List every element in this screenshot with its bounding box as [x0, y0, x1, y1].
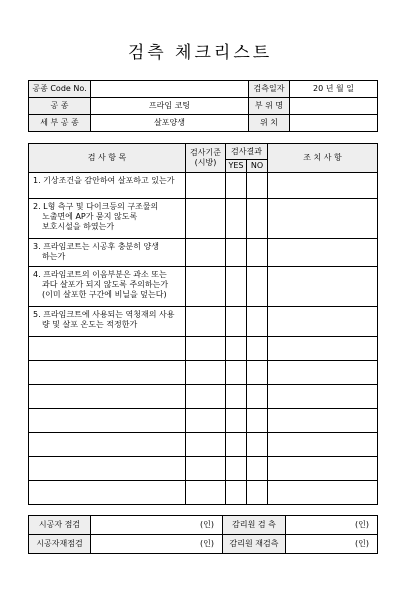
yes-cell[interactable]	[226, 433, 247, 457]
no-cell[interactable]	[247, 409, 268, 433]
contractor-recheck-seal[interactable]: (인)	[91, 535, 223, 554]
criteria-cell[interactable]	[186, 385, 226, 409]
yes-cell[interactable]	[226, 199, 247, 239]
action-cell[interactable]	[268, 337, 378, 361]
empty-row	[29, 457, 378, 481]
check-item-2: 2. L형 측구 및 다이크등의 구조물의 노출면에 AP가 묻지 않도록 보호시설을 하였는가	[29, 199, 186, 239]
yes-cell[interactable]	[226, 409, 247, 433]
checklist-table	[28, 143, 378, 505]
item-cell[interactable]	[29, 481, 186, 505]
empty-row	[29, 337, 378, 361]
yes-cell[interactable]	[226, 267, 247, 307]
criteria-cell[interactable]	[186, 239, 226, 267]
no-cell[interactable]	[247, 267, 268, 307]
criteria-cell[interactable]	[186, 409, 226, 433]
action-cell[interactable]	[268, 409, 378, 433]
no-cell[interactable]	[247, 239, 268, 267]
no-cell[interactable]	[247, 361, 268, 385]
action-cell[interactable]	[268, 173, 378, 199]
header-criteria-line2: (시방)	[194, 158, 217, 167]
empty-row	[29, 481, 378, 505]
yes-cell[interactable]	[226, 457, 247, 481]
header-action: 조 치 사 항	[268, 144, 378, 173]
item-cell[interactable]	[29, 433, 186, 457]
signature-table	[28, 515, 378, 554]
check-item-3: 3. 프라임코트는 시공후 충분히 양생 하는가	[29, 239, 186, 267]
checklist-row	[29, 199, 378, 239]
yes-cell[interactable]	[226, 173, 247, 199]
action-cell[interactable]	[268, 457, 378, 481]
sub-work-type-value[interactable]: 살포양생	[91, 115, 249, 132]
sub-work-type-label: 세 부 공 종	[29, 115, 91, 132]
header-no: NO	[247, 160, 268, 173]
criteria-cell[interactable]	[186, 267, 226, 307]
checklist-row	[29, 267, 378, 307]
criteria-cell[interactable]	[186, 433, 226, 457]
no-cell[interactable]	[247, 457, 268, 481]
check-item-5: 5. 프라임크트에 사용되는 역청재의 사용 량 및 살포 온도는 적정한가	[29, 307, 186, 337]
header-result: 검사결과	[226, 144, 268, 160]
criteria-cell[interactable]	[186, 457, 226, 481]
checklist-row	[29, 239, 378, 267]
no-cell[interactable]	[247, 433, 268, 457]
item-cell[interactable]	[29, 409, 186, 433]
item-cell[interactable]	[29, 361, 186, 385]
header-criteria-line1: 검사기준	[190, 148, 221, 157]
no-cell[interactable]	[247, 307, 268, 337]
info-table	[28, 80, 378, 132]
action-cell[interactable]	[268, 481, 378, 505]
header-criteria	[186, 144, 226, 173]
criteria-cell[interactable]	[186, 361, 226, 385]
supervisor-reinspection-label: 감리원 재검측	[223, 535, 286, 554]
work-type-label: 공 종	[29, 98, 91, 115]
contractor-check-seal[interactable]: (인)	[91, 516, 223, 535]
empty-row	[29, 361, 378, 385]
supervisor-reinspection-seal[interactable]: (인)	[286, 535, 378, 554]
work-code-field[interactable]	[91, 81, 249, 98]
no-cell[interactable]	[247, 481, 268, 505]
check-item-1: 1. 기상조건을 감안하여 살포하고 있는가	[29, 173, 186, 199]
empty-row	[29, 385, 378, 409]
no-cell[interactable]	[247, 173, 268, 199]
action-cell[interactable]	[268, 361, 378, 385]
action-cell[interactable]	[268, 385, 378, 409]
action-cell[interactable]	[268, 239, 378, 267]
header-item: 검 사 항 목	[29, 144, 186, 173]
criteria-cell[interactable]	[186, 481, 226, 505]
yes-cell[interactable]	[226, 361, 247, 385]
part-name-label: 부 위 명	[249, 98, 290, 115]
item-cell[interactable]	[29, 385, 186, 409]
yes-cell[interactable]	[226, 481, 247, 505]
checklist-row	[29, 307, 378, 337]
location-label: 위 치	[249, 115, 290, 132]
yes-cell[interactable]	[226, 239, 247, 267]
action-cell[interactable]	[268, 307, 378, 337]
action-cell[interactable]	[268, 199, 378, 239]
no-cell[interactable]	[247, 385, 268, 409]
inspection-date-label: 검측일자	[249, 81, 290, 98]
yes-cell[interactable]	[226, 385, 247, 409]
checklist-row	[29, 173, 378, 199]
inspection-date-field[interactable]: 20 년 월 일	[290, 81, 378, 98]
item-cell[interactable]	[29, 457, 186, 481]
work-code-label: 공종 Code No.	[29, 81, 91, 98]
criteria-cell[interactable]	[186, 307, 226, 337]
item-cell[interactable]	[29, 337, 186, 361]
yes-cell[interactable]	[226, 337, 247, 361]
part-name-field[interactable]	[290, 98, 378, 115]
no-cell[interactable]	[247, 199, 268, 239]
supervisor-inspection-label: 감리원 검 측	[223, 516, 286, 535]
criteria-cell[interactable]	[186, 173, 226, 199]
location-field[interactable]	[290, 115, 378, 132]
contractor-check-label: 시공자 점검	[29, 516, 91, 535]
action-cell[interactable]	[268, 267, 378, 307]
contractor-recheck-label: 시공자재점검	[29, 535, 91, 554]
no-cell[interactable]	[247, 337, 268, 361]
check-item-4: 4. 프라임코트의 이음부분은 과소 또는 과다 살포가 되지 않도록 주의하는가 (이미 살포한 구간에 비닐을 덮는다)	[29, 267, 186, 307]
yes-cell[interactable]	[226, 307, 247, 337]
empty-row	[29, 433, 378, 457]
work-type-value[interactable]: 프라임 코팅	[91, 98, 249, 115]
criteria-cell[interactable]	[186, 337, 226, 361]
empty-row	[29, 409, 378, 433]
page-title: 검측 체크리스트	[127, 43, 273, 63]
action-cell[interactable]	[268, 433, 378, 457]
header-yes: YES	[226, 160, 247, 173]
supervisor-inspection-seal[interactable]: (인)	[286, 516, 378, 535]
criteria-cell[interactable]	[186, 199, 226, 239]
